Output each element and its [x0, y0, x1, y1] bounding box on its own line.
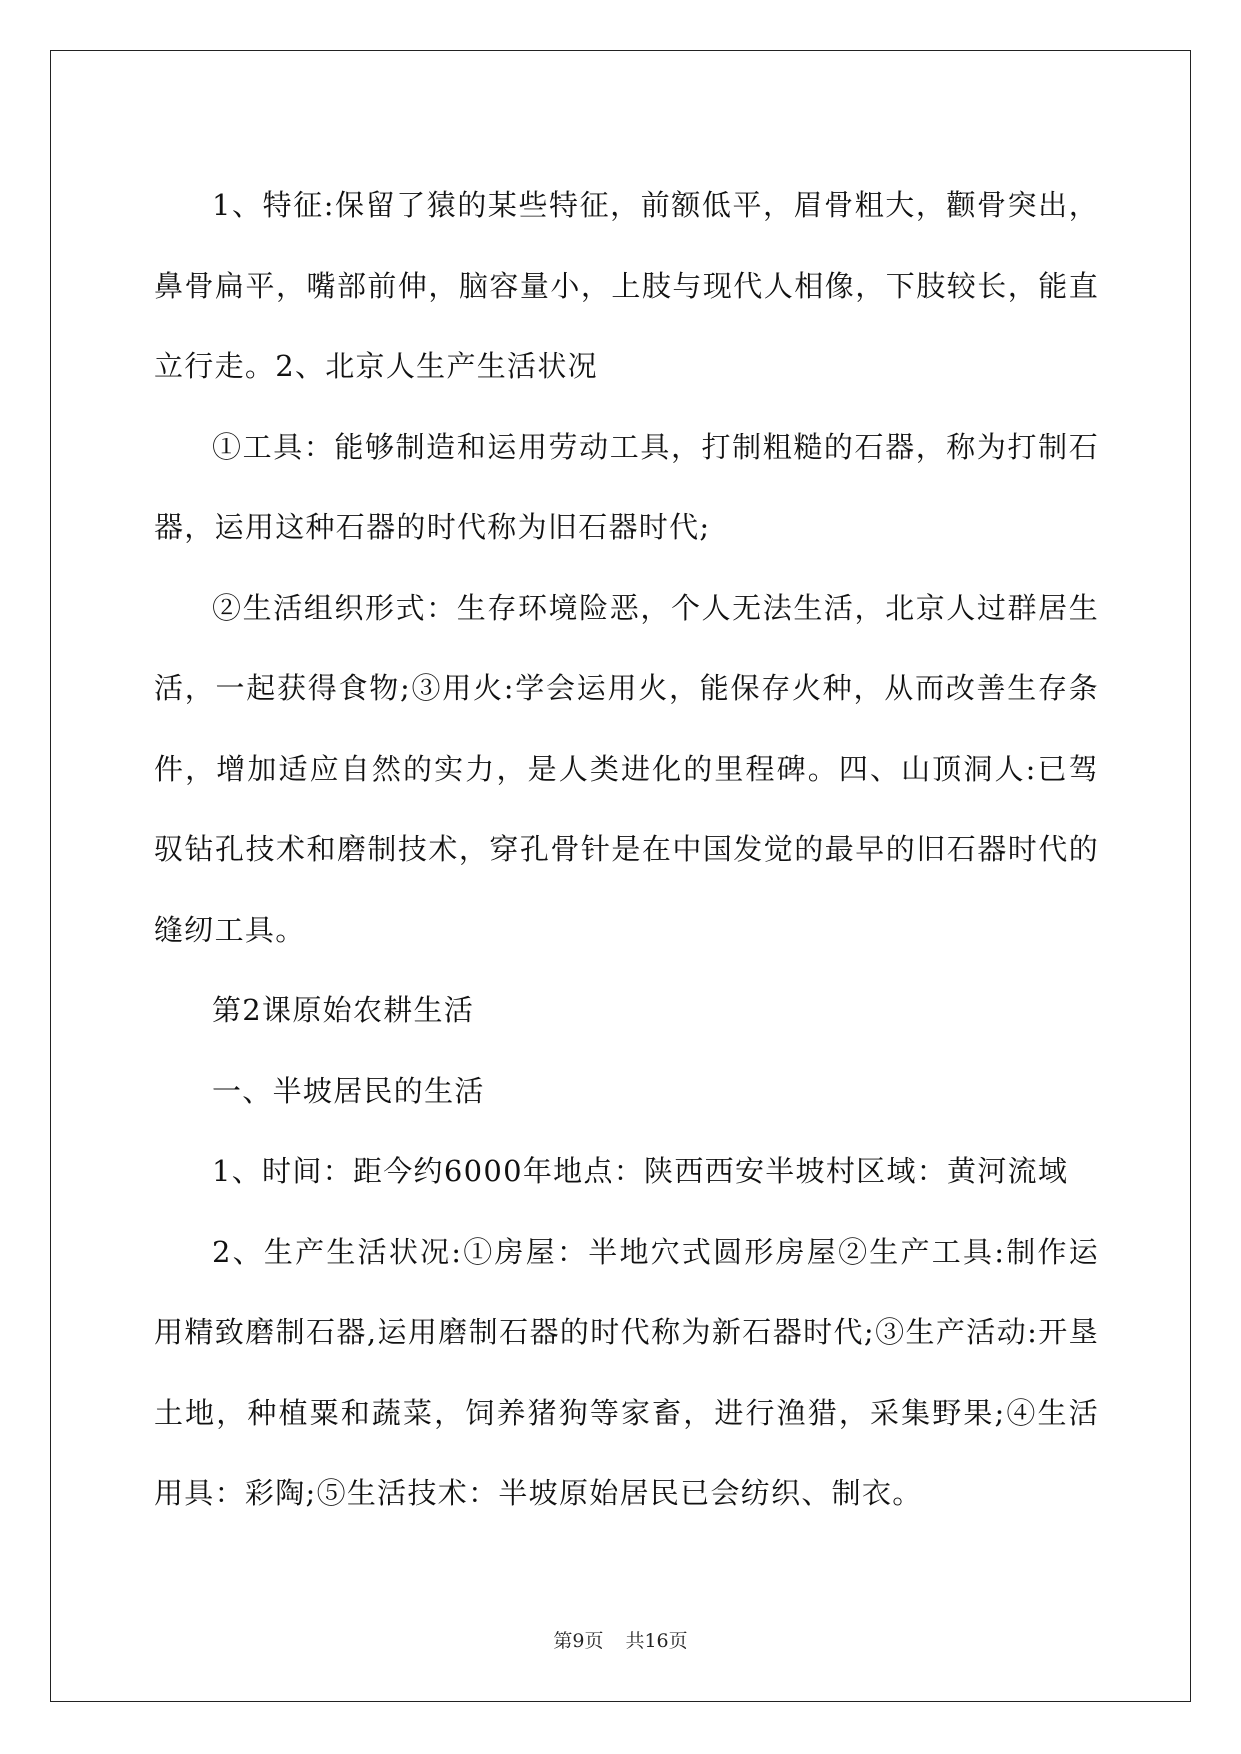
paragraph-production: 2、生产生活状况:①房屋：半地穴式圆形房屋②生产工具:制作运用精致磨制石器,运用磨制石器的时代称为新石器时代;③生产活动:开垦土地，种植粟和蔬菜，饲养猪狗等家畜，进行渔猎，采集野果;④生活用具：彩陶;⑤生活技术：半坡原始居民已会纺织、制衣。	[154, 1234, 1099, 1510]
paragraph-social-fire: ②生活组织形式：生存环境险恶，个人无法生活，北京人过群居生活，一起获得食物;③用火:学会运用火，能保存火种，从而改善生存条件，增加适应自然的实力，是人类进化的里程碑。四、山顶洞人:已驾驭钻孔技术和磨制技术，穿孔骨针是在中国发觉的最早的旧石器时代的缝纫工具。	[154, 590, 1099, 947]
section-heading: 一、半坡居民的生活	[212, 1073, 485, 1108]
page-number: 第9页	[553, 1630, 604, 1652]
document-page	[50, 50, 1191, 1702]
page-total: 共16页	[625, 1630, 688, 1652]
paragraph-features: 1、特征:保留了猿的某些特征，前额低平，眉骨粗大，颧骨突出，鼻骨扁平，嘴部前伸，脑容量小，上肢与现代人相像，下肢较长，能直立行走。2、北京人生产生活状况	[154, 188, 1099, 383]
paragraph-tools: ①工具：能够制造和运用劳动工具，打制粗糙的石器，称为打制石器，运用这种石器的时代称为旧石器时代;	[154, 429, 1099, 544]
document-body	[154, 165, 1099, 1534]
page-footer	[51, 1626, 1190, 1653]
paragraph-time-place: 1、时间：距今约6000年地点：陕西西安半坡村区域：黄河流域	[212, 1154, 1069, 1188]
lesson-heading: 第2课原始农耕生活	[212, 993, 475, 1027]
